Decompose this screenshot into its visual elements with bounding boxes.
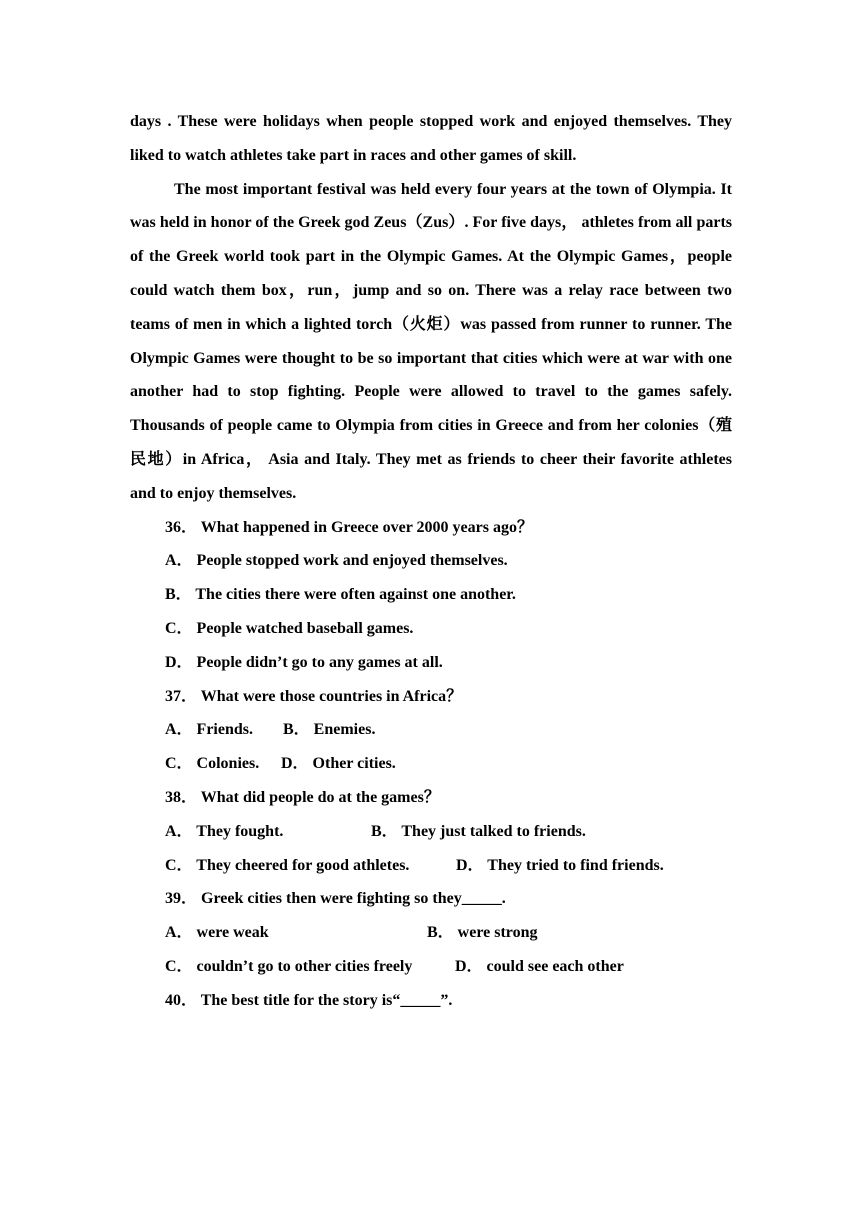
page-content [130, 105, 732, 1018]
question-37-options-row-1 [130, 713, 732, 747]
question-38-option-d: D． They tried to find friends. [456, 856, 664, 874]
question-39-option-a: A． were weak [165, 924, 269, 942]
question-38-option-b: B． They just talked to friends. [371, 822, 586, 840]
question-39-options-row-2 [130, 950, 732, 984]
question-39-option-d: D． could see each other [455, 957, 624, 975]
passage-paragraph-2: The most important festival was held every four years at the town of Olympia. It was held in honor of the Greek god Zeus（Zus）. For five days， athletes from all parts of the Greek world took part in the Olympic Games. At the Olympic Games，people could watch them box，run，jump and so on. There was a relay race between two teams of men in which a lighted torch（火炬）was passed from runner to runner. The Olympic Games were thought to be so important that cities which were at war with one another had to stop fighting. People were allowed to travel to the games safely. Thousands of people came to Olympia from cities in Greece and from her colonies（殖民地）in Africa， Asia and Italy. They met as friends to cheer their favorite athletes and to enjoy themselves. [130, 180, 733, 502]
question-37-option-d: D． Other cities. [281, 755, 396, 773]
question-38-option-a: A． They fought. [165, 822, 284, 840]
question-40: 40． The best title for the story is“_____”. [165, 991, 453, 1009]
question-36-option-d: D． People didn’t go to any games at all. [165, 653, 443, 671]
question-39-option-b: B． were strong [427, 924, 538, 942]
question-38-options-row-2 [130, 849, 732, 883]
question-36-option-c: C． People watched baseball games. [165, 619, 414, 637]
passage-paragraph-1: days . These were holidays when people stopped work and enjoyed themselves. They liked to watch athletes take part in races and other games of skill. [130, 113, 732, 164]
question-37: 37． What were those countries in Africa？ [165, 687, 463, 705]
question-38-options-row-1 [130, 815, 732, 849]
question-39: 39． Greek cities then were fighting so they_____. [165, 890, 506, 908]
question-39-option-c: C． couldn’t go to other cities freely [165, 957, 413, 975]
question-37-option-a: A． Friends. [165, 721, 254, 739]
question-37-option-b: B． Enemies. [283, 721, 376, 739]
question-39-options-row-1 [130, 916, 732, 950]
question-37-option-c: C． Colonies. [165, 755, 260, 773]
question-38-option-c: C． They cheered for good athletes. [165, 856, 410, 874]
question-37-options-row-2 [130, 747, 732, 781]
question-36: 36． What happened in Greece over 2000 years ago？ [165, 518, 533, 536]
question-36-option-a: A． People stopped work and enjoyed themselves. [165, 552, 508, 570]
question-36-option-b: B． The cities there were often against one another. [165, 586, 516, 604]
question-38: 38． What did people do at the games？ [165, 788, 440, 806]
